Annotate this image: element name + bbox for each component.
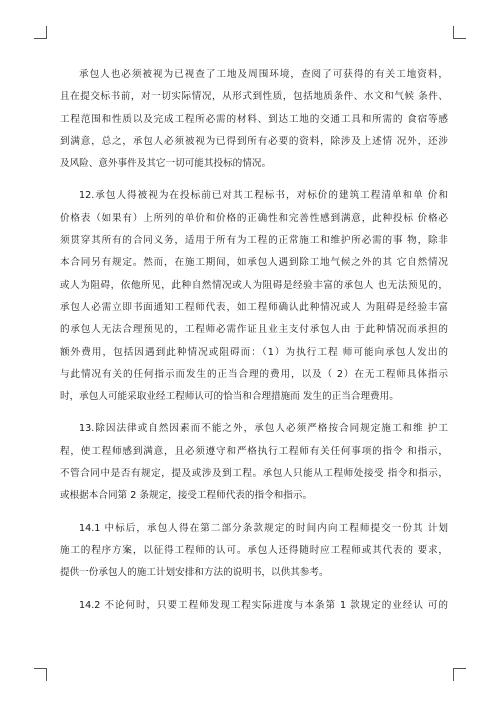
text-line: 工程范围和性质以及完成工程所必需的材料、到达工地的交通工具和所需的 食宿等感 <box>60 113 448 125</box>
document-body <box>60 64 448 627</box>
paragraph-clause-14-2 <box>60 595 448 617</box>
text-line: 价格表（如果有）上所列的单价和价格的正确性和完善性感到满意，此种投标 价格必 <box>60 212 448 224</box>
text-line: 或人为阻碍，依他所见，此种自然情况或人为阻碍是经验丰富的承包人 也无法预见的， <box>60 279 448 291</box>
crop-mark-bottom-left <box>34 668 47 681</box>
crop-mark-top-right <box>453 26 466 39</box>
text-line: 承包人也必须被视为已视查了工地及周围环境，查阅了可获得的有关工地资料， <box>79 69 448 80</box>
paragraph-clause-13 <box>60 418 448 507</box>
paragraph-clause-12 <box>60 185 448 408</box>
text-line: 承包人必需立即书面通知工程师代表，如工程师确认此种情况或人 为阻碍是经验丰富 <box>60 301 448 313</box>
text-line: 须贯穿其所有的合同义务，适用于所有为工程的正常施工和维护所必需的事 物，除非 <box>60 235 448 247</box>
text-line: 不管合同中是否有规定，提及或涉及到工程。承包人只能从工程师处接受 指令和指示， <box>60 468 448 480</box>
text-line: 且在提交标书前，对一切实际情况，从形式到性质，包括地质条件、水文和气候 条件、 <box>60 91 448 103</box>
crop-mark-bottom-right <box>453 668 466 681</box>
text-line: 额外费用，包括因遇到此种情况或阻碍而：（1）为执行工程 师可能向承包人发出的 <box>60 346 448 358</box>
text-line: 12.承包人得被视为在投标前已对其工程标书，对标价的建筑工程清单和单 价和 <box>79 190 448 202</box>
text-line: 与此情况有关的任何指示而发生的正当合理的费用，以及（ 2）在无工程师具体指示 <box>60 368 448 380</box>
text-line: 提供一份承包人的施工计划安排和方法的说明书，以供其参考。 <box>60 567 329 579</box>
text-line: 本合同另有规定。然而，在施工期间，如承包人遇到除工地气候之外的其 它自然情况 <box>60 257 448 269</box>
paragraph-clause-14-1 <box>60 518 448 585</box>
text-line: 程，使工程师感到满意，且必须遵守和严格执行工程师有关任何事项的指令 和指示， <box>60 445 448 457</box>
text-line: 施工的程序方案，以征得工程师的认可。承包人还得随时应工程师或其代表的 要求， <box>60 544 448 556</box>
text-line: 时，承包人可能采取业经工程师认可的恰当和合理措施而 发生的正当合理费用。 <box>60 391 399 403</box>
crop-mark-top-left <box>34 26 47 39</box>
paragraph-site-inspection <box>60 64 448 175</box>
text-line: 13.除因法律或自然因素而不能之外，承包人必须严格按合同规定施工和维 护工 <box>79 423 448 435</box>
text-line: 或根据本合同第 2 条规定，接受工程师代表的指令和指示。 <box>60 490 313 502</box>
text-line: 14.2 不论何时，只要工程师发现工程实际进度与本条第 1 款规定的业经认 可的 <box>79 599 448 611</box>
text-line: 及风险、意外事件及其它一切可能其投标的情况。 <box>60 158 272 170</box>
text-line: 14.1 中标后，承包人得在第二部分条款规定的时间内向工程师提交一份其 计划 <box>79 522 448 534</box>
text-line: 到满意，总之，承包人必须被视为已得到所有必要的资料，除涉及上述情 况外，还涉 <box>60 135 448 147</box>
text-line: 的承包人无法合理预见的，工程师必需作证且业主支付承包人由 于此种情况而承担的 <box>60 324 448 336</box>
